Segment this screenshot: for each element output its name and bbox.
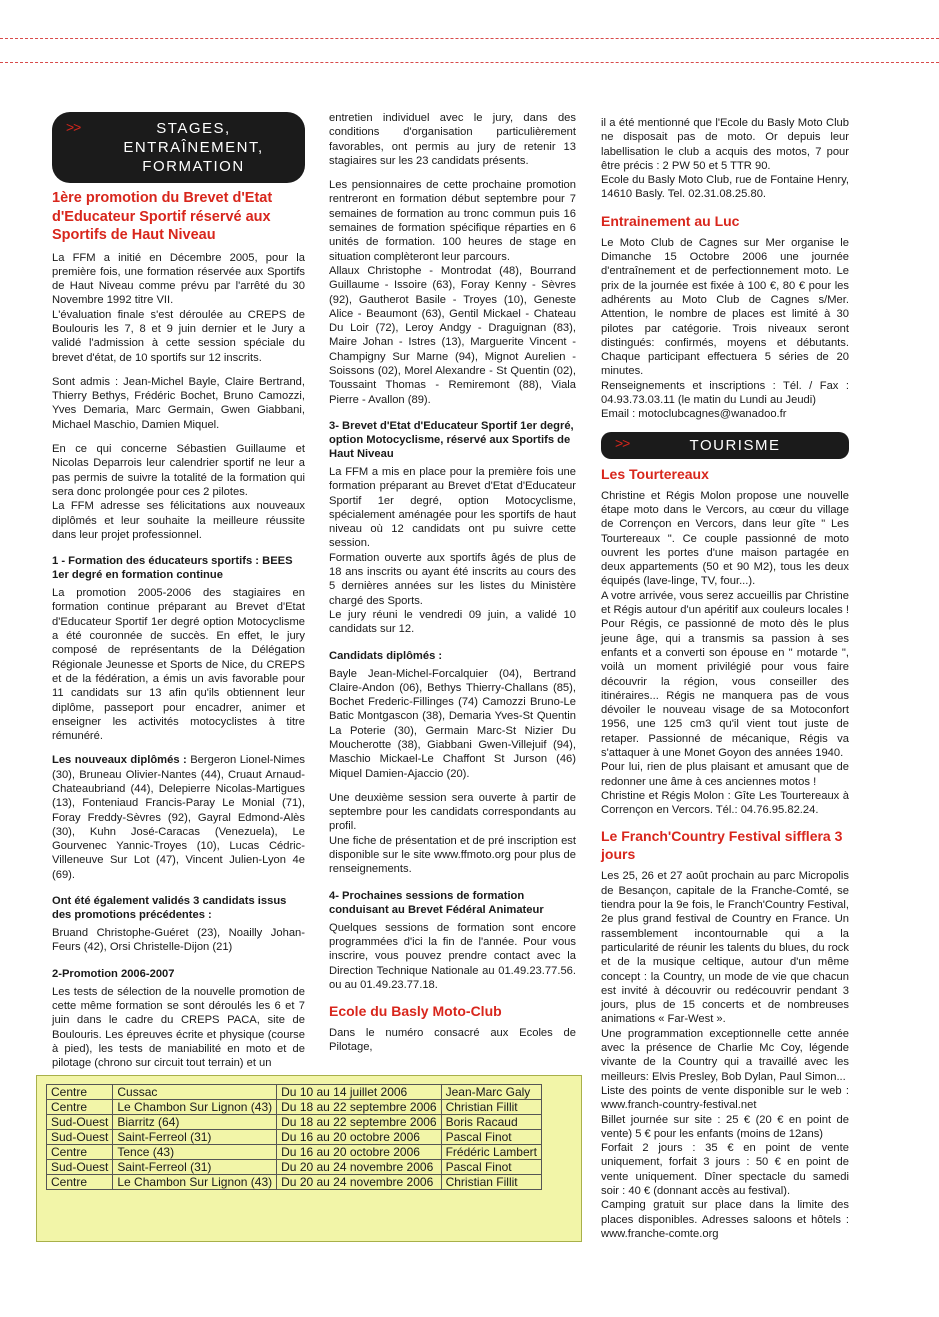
table-cell: Saint-Ferreol (31) — [113, 1160, 277, 1175]
table-cell: Le Chambon Sur Lignon (43) — [113, 1100, 277, 1115]
subheading: 3- Brevet d'Etat d'Educateur Sportif 1er degré, option Motocyclisme, réservé aux Sportifs de Haut Niveau — [329, 419, 574, 460]
paragraph: La FFM a mis en place pour la première fois une formation préparant au Brevet d'Etat d'Educateur Sportif 1er degré, option Motocyclisme, spécialement aménagée pour les sportifs de haut niveau où 12 candidats ont pu suivre cette session. Formation ouverte aux sportifs âgés de plus de 18 ans inscrits ou ayant été inscrits au cours des 5 dernières années sur les listes du Ministère chargé des Sports. Le jury réuni le vendredi 09 juin, a validé 10 candidats sur 12. — [329, 465, 576, 636]
subheading: Ont été également validés 3 candidats issus des promotions précédentes : — [52, 895, 287, 922]
table-cell: Du 20 au 24 novembre 2006 — [277, 1175, 441, 1190]
paragraph: La promotion 2005-2006 des stagiaires en formation continue préparant au Brevet d'Etat d'Educateur Sportif 1er degré option Motocyclisme a été couronnée de succès. En effet, le jury composé de représentants de la Délégation Régionale Jeunesse et Sports de Nice, du CREPS et de la fédération, a émis un avis favorable pour 11 candidats sur 13 afin qu'ils obtiennent leur diplôme, passeport pour encadrer, animer et enseigner les activités motocyclistes à titre rémunéré. — [52, 587, 305, 743]
table-row — [47, 1175, 542, 1190]
column-3 — [601, 116, 849, 1241]
table-cell: Sud-Ouest — [47, 1160, 113, 1175]
section-title: STAGES, ENTRAÎNEMENT, FORMATION — [123, 120, 264, 175]
article-title: Ecole du Basly Moto-Club — [329, 1003, 502, 1020]
article-title: Entrainement au Luc — [601, 212, 740, 229]
paragraph: Bruand Christophe-Guéret (23), Noailly Johan-Feurs (42), Orsi Christelle-Dijon (21) — [52, 927, 305, 954]
paragraph: Le Moto Club de Cagnes sur Mer organise le Dimanche 15 Octobre 2006 une journée d'entraînement et de perfectionnement moto. Le prix de la journée est fixée à 100 €, 80 € pour les adhérents au Moto Club de Cagnes s/Mer. Attention, le nombre de places est limité à 30 pilotes par catégorie. Trois niveaux seront distingués: confirmés, moyens et débutants. Chaque participant effectuera 5 séries de 20 minutes. Renseignements et inscriptions : Tél. / Fax : 04.93.73.03.11 (le matin du Lundi au Jeudi) Email : motoclubcagnes@wanadoo.fr — [601, 236, 849, 421]
header-rule — [0, 38, 939, 39]
table-row — [47, 1130, 542, 1145]
table-cell: Du 20 au 24 novembre 2006 — [277, 1160, 441, 1175]
table-cell: Centre — [47, 1145, 113, 1160]
label: Les nouveaux diplômés : — [52, 754, 187, 767]
table-cell: Jean-Marc Galy — [441, 1085, 541, 1100]
table-cell: Tence (43) — [113, 1145, 277, 1160]
table-row — [47, 1115, 542, 1130]
table-cell: Centre — [47, 1175, 113, 1190]
table-cell: Frédéric Lambert — [441, 1145, 541, 1160]
paragraph: il a été mentionné que l'Ecole du Basly Moto Club ne disposait pas de moto. Or depuis leur labellisation le club a acquis des motos, 7 pour être précis : 2 PW 50 et 5 TTR 90. Ecole du Basly Moto Club, rue de Fontaine Henry, 14610 Basly. Tel. 02.31.08.25.80. — [601, 117, 849, 201]
table-cell: Pascal Finot — [441, 1160, 541, 1175]
text: Bergeron Lionel-Nimes (30), Bruneau Olivier-Nantes (44), Cruaut Arnaud-Chateaubriand (44), Delepierre Nicolas-Martigues (13), Fonteniaud Francis-Paray Le Monial (71), Foray Freddy-Sèvres (92), Gayral Edmond-Alès (30), Kuhn José-Caracas (Venezuela), Le Gourvenec Yannic-Troyes (10), Lucas Cédric-Villeneuve Sur Lot (47), Vincent Julien-Lyon 4e (69). — [52, 754, 305, 881]
table-cell: Christian Fillit — [441, 1175, 541, 1190]
subheading: 1 - Formation des éducateurs sportifs : BEES 1er degré en formation continue — [52, 555, 293, 582]
table-cell: Saint-Ferreol (31) — [113, 1130, 277, 1145]
subheading: 2-Promotion 2006-2007 — [52, 967, 175, 980]
table-cell: Du 18 au 22 septembre 2006 — [277, 1100, 441, 1115]
sessions-table-box — [36, 1075, 582, 1242]
paragraph: Les pensionnaires de cette prochaine promotion rentreront en formation début septembre pour 7 semaines de formation au tronc commun puis 16 semaines de formation spécifique réparties en 6 unités de formation. 100 heures de stage en situation complèteront leur parcours. Allaux Christophe - Montrodat (48), Bourrand Guillaume - Issoire (63), Foray Kenny - Sèvres (92), Gautherot Basile - Troyes (10), Geneste Alice - Beaumont (63), Gentil Mickael - Chateau Du Loir (72), Leroy Andgy - Draguignan (83), Maire Johan - Istres (13), Marguerite Vincent - Champigny Sur Marne (94), Mignot Aurelien - Soissons (02), Morel Alexandre - St Quentin (02), Toussaint Thomas - Remiremont (88), Viala Pierre - Avallon (89). — [329, 179, 576, 406]
table-cell: Centre — [47, 1100, 113, 1115]
column-2 — [329, 111, 576, 1055]
subheading: Candidats diplômés : — [329, 649, 443, 662]
paragraph: Les tests de sélection de la nouvelle promotion de cette même formation se sont déroulés les 6 et 7 juin dans le cadre du CREPS PACA, site de Boulouris. Les épreuves écrite et physique (course à pied), les tests de maniabilité en moto et de pilotage (chrono sur circuit tout terrain) et un — [52, 985, 305, 1070]
paragraph: Les 25, 26 et 27 août prochain au parc Micropolis de Besançon, capitale de la Franche-Comté, se tiendra pour la 9e fois, le Franch'Country Festival, 2e plus grand festival de Country en France. Un rassemblement incontournable qui a la particularité de réunir les talents du blues, du rock et de la musique celtique, autour d'un même concept : la Country, un mode de vie que chacun est invité à découvrir ou redécouvrir pendant 3 jours, plus de 15 concerts et de nombreuses animations « Far-West ». Une programmation exceptionnelle cette année avec la présence de Charlie Mc Coy, légende vivante de la Country qui a travaillé avec les meilleurs: Elvis Presley, Bob Dylan, Paul Simon... Liste des points de vente disponible sur le web : www.franch-country-festival.net Billet journée sur site : 25 € (20 € en point de vente) 5 € pour les enfants (moins de 12ans) Forfait 2 jours : 35 € en point de vente uniquement, forfait 3 jours : 50 € en point de vente uniquement. Dîner spectacle du samedi soir : 40 € (donnant accès au festival). Camping gratuit sur place dans la limite des places disponibles. Adresses saloons et hôtels : www.franche-comte.org — [601, 870, 849, 1240]
paragraph: entretien individuel avec le jury, dans des conditions d'organisation particulièrement favorables, ont permis au jury de retenir 13 stagiaires sur les 23 candidats présents. — [329, 112, 576, 167]
table-cell: Boris Racaud — [441, 1115, 541, 1130]
paragraph: Une deuxième session sera ouverte à partir de septembre pour les candidats correspondants au profil. Une fiche de présentation et de pré inscription est disponible sur le site www.ffmoto.org pour plus de renseignements. — [329, 791, 576, 876]
table-cell: Du 16 au 20 octobre 2006 — [277, 1130, 441, 1145]
paragraph — [52, 753, 305, 882]
subheading: 4- Prochaines sessions de formation conduisant au Brevet Fédéral Animateur — [329, 889, 544, 916]
tourisme-banner — [601, 432, 849, 459]
paragraph: Dans le numéro consacré aux Ecoles de Pilotage, — [329, 1027, 576, 1054]
stages-banner — [52, 112, 305, 183]
paragraph: Sont admis : Jean-Michel Bayle, Claire Bertrand, Thierry Bethys, Frédéric Bochet, Bruno Camozzi, Yves Demaria, Marc Germain, Gwen Giabbani, Michael Maschio, Damien Miquel. — [52, 375, 305, 431]
table-cell: Du 18 au 22 septembre 2006 — [277, 1115, 441, 1130]
table-cell: Biarritz (64) — [113, 1115, 277, 1130]
double-chevron-icon: >> — [615, 434, 630, 451]
table-row — [47, 1160, 542, 1175]
table-cell: Pascal Finot — [441, 1130, 541, 1145]
article-title: Les Tourtereaux — [601, 465, 709, 482]
table-cell: Christian Fillit — [441, 1100, 541, 1115]
table-cell: Sud-Ouest — [47, 1115, 113, 1130]
article-title: 1ère promotion du Brevet d'Etat d'Educateur Sportif réservé aux Sportifs de Haut Niveau — [52, 190, 273, 243]
table-cell: Sud-Ouest — [47, 1130, 113, 1145]
table-row — [47, 1100, 542, 1115]
table-cell: Cussac — [113, 1085, 277, 1100]
table-cell: Du 10 au 14 juillet 2006 — [277, 1085, 441, 1100]
table-cell: Le Chambon Sur Lignon (43) — [113, 1175, 277, 1190]
paragraph: En ce qui concerne Sébastien Guillaume et Nicolas Deparrois leur calendrier sportif ne leur a pas permis de suivre la totalité de la formation qui sera donc prolongée pour ces 2 pilotes. La FFM adresse ses félicitations aux nouveaux diplômés et leur souhaite la meilleure réussite dans leur projet professionnel. — [52, 443, 305, 541]
sessions-table — [46, 1084, 542, 1190]
table-cell: Du 16 au 20 octobre 2006 — [277, 1145, 441, 1160]
paragraph: Bayle Jean-Michel-Forcalquier (04), Bertrand Claire-Andon (06), Bethys Thierry-Challans (85), Bochet Frederic-Fillinges (74) Camozzi Bruno-Le Batic Montgascon (38), Demaria Yves-St Quentin La Poterie (30), Germain Marc-St Nizier Du Moucherotte (38), Giabbani Gwen-Villejuif (94), Maschio Mickael-Le Chaffont St Jurson (46) Miquel Damien-Ajaccio (20). — [329, 667, 576, 780]
table-row — [47, 1145, 542, 1160]
table-cell: Centre — [47, 1085, 113, 1100]
paragraph: Quelques sessions de formation sont encore programmées d'ici la fin de l'année. Pour vous inscrire, vous pouvez prendre contact avec la Direction Technique Nationale au 01.49.23.77.56. ou au 01.49.23.77.18. — [329, 921, 576, 991]
table-row — [47, 1085, 542, 1100]
header-rule — [0, 62, 939, 63]
double-chevron-icon: >> — [66, 119, 81, 135]
column-1 — [52, 112, 305, 1070]
paragraph: Christine et Régis Molon propose une nouvelle étape moto dans le Vercors, au cœur du village de Corrençon en Vercors, dans leur gîte " Les Tourtereaux ". Ce couple passionné de moto ouvrent les portes d'une maison partagée en deux appartements (50 et 90 M2), tous les deux équipés (lave-linge, TV, four...). A votre arrivée, vous serez accueillis par Christine et Régis autour d'un apéritif aux couleurs locales ! Pour Régis, ce passionné de moto dès le plus jeune âge, qui a transmis sa passion à ses enfants et a converti son épouse en " motarde ", voilà un moment privilégié pour vous faire découvrir la région, vous conseiller des itinéraires... Régis ne manquera pas de vous dévoiler le nouveau visage de sa Motoconfort 1956, une 125 cm3 qu'il vient tout juste de retaper. Passionné de mécanique, Régis va s'attaquer à une Monet Goyon des années 1940. Pour lui, rien de plus plaisant et amusant que de redonner une âme à ces anciennes motos ! Christine et Régis Molon : Gîte Les Tourtereaux à Corrençon en Vercors. Tél.: 04.76.95.82.24. — [601, 489, 849, 817]
paragraph: La FFM a initié en Décembre 2005, pour la première fois, une formation réservée aux Sportifs de Haut Niveau comme prévu par l'arrêté du 30 Novembre 1992 titre VII. L'évaluation finale s'est déroulée au CREPS de Boulouris les 7, 8 et 9 juin dernier et le Jury a validé l'admission à cette session spéciale du brevet d'état, de 10 sportifs sur 12 inscrits. — [52, 251, 305, 364]
section-title: TOURISME — [689, 436, 781, 454]
article-title: Le Franch'Country Festival sifflera 3 jours — [601, 828, 843, 863]
